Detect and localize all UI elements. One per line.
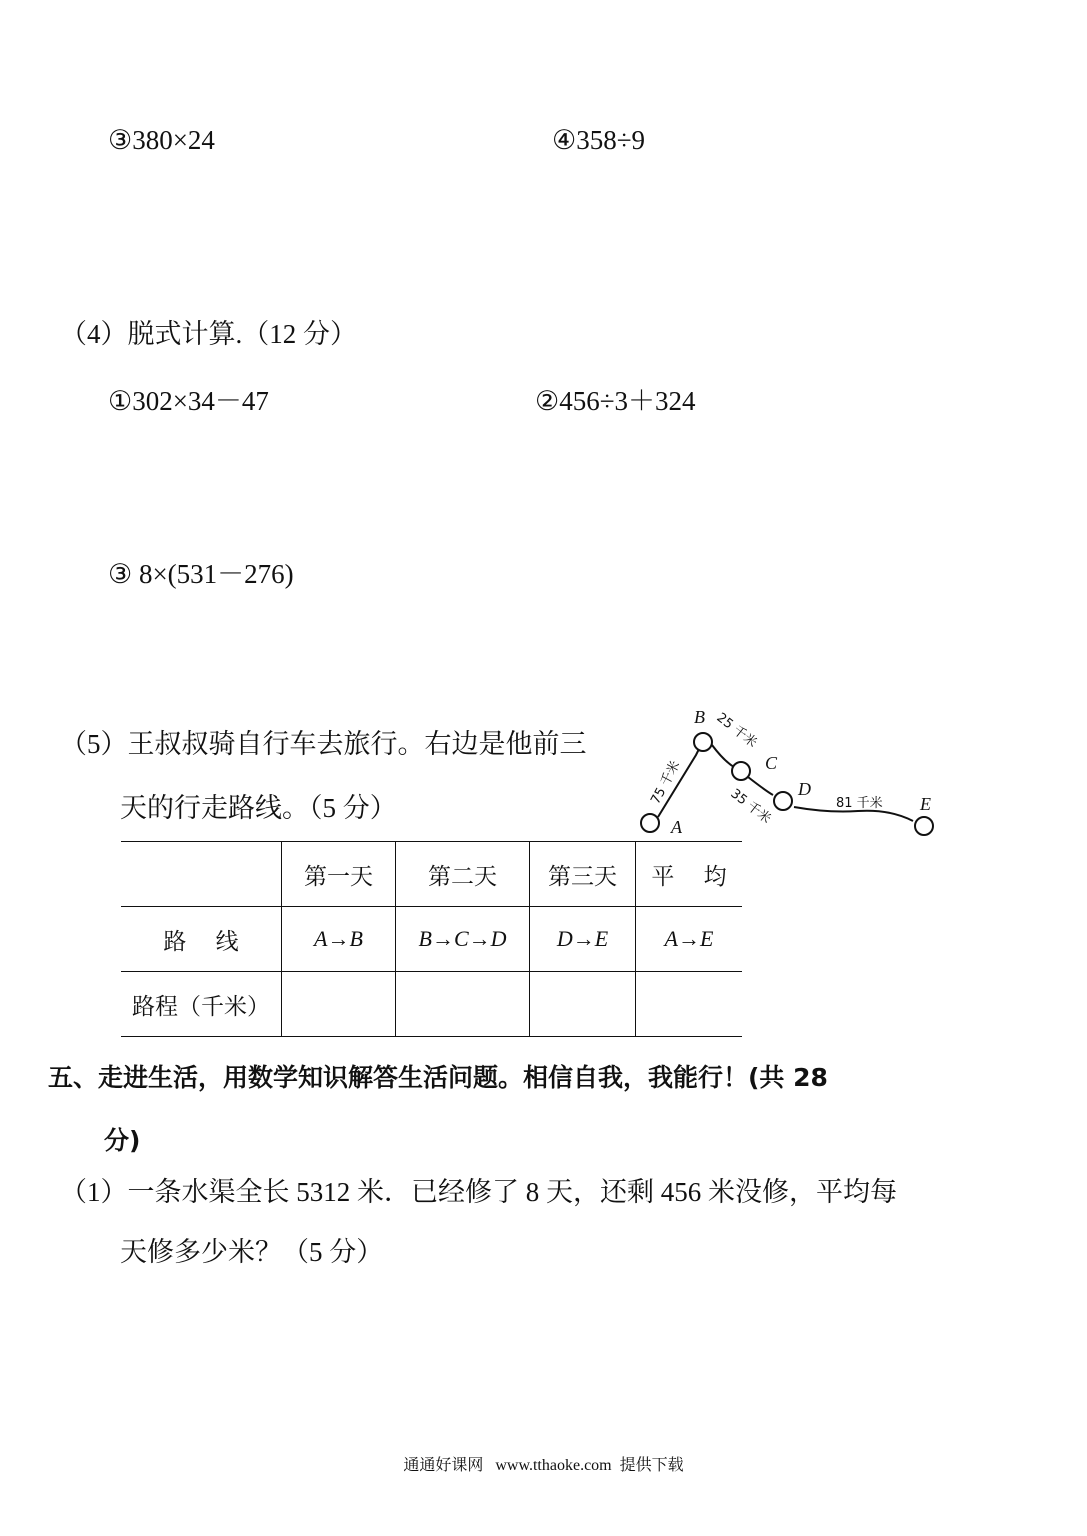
- section-4-title: （4）脱式计算.（12 分）: [60, 319, 357, 349]
- route-map-diagram: [628, 695, 948, 845]
- table-header-day-2: 第二天: [396, 842, 530, 907]
- route-average: A→E: [636, 907, 743, 972]
- route-segment-bc: [712, 745, 734, 767]
- table-row-distance: [121, 972, 742, 1037]
- row-label-distance: 路程（千米）: [121, 972, 282, 1037]
- distance-day-1-cell[interactable]: [282, 972, 396, 1037]
- table-header-average: 平 均: [636, 842, 743, 907]
- distance-bc-label: 25 千米: [713, 710, 760, 751]
- route-day-3: D→E: [530, 907, 636, 972]
- point-c-label: C: [765, 753, 778, 773]
- distance-day-2-cell[interactable]: [396, 972, 530, 1037]
- route-segment-cd: [748, 777, 773, 795]
- part-5-title-line-2: 分): [104, 1126, 141, 1155]
- part-5-title-line-1: 五、走进生活，用数学知识解答生活问题。相信自我，我能行！(共 28: [48, 1063, 828, 1092]
- table-header-day-1: 第一天: [282, 842, 396, 907]
- route-day-1: A→B: [282, 907, 396, 972]
- table-header-day-3: 第三天: [530, 842, 636, 907]
- point-a-label: A: [671, 817, 682, 837]
- section-5-line-2: 天的行走路线。（5 分）: [120, 793, 397, 823]
- distance-day-3-cell[interactable]: [530, 972, 636, 1037]
- problem-3-item-4: ④358÷9: [552, 125, 646, 155]
- problem-4-item-1: ①302×34－47: [108, 386, 269, 416]
- point-a-node: [641, 814, 659, 832]
- distance-ab-label: 75 千米: [648, 758, 684, 807]
- route-distance-table: [121, 841, 742, 1037]
- point-e-label: E: [920, 794, 931, 814]
- table-header-corner: [121, 842, 282, 907]
- point-e-node: [915, 817, 933, 835]
- point-c-node: [732, 762, 750, 780]
- part-5-question-1-line-2: 天修多少米？（5 分）: [120, 1237, 384, 1267]
- table-header-row: [121, 842, 742, 907]
- point-d-label: D: [798, 779, 811, 799]
- table-row-route: [121, 907, 742, 972]
- section-5-line-1: （5）王叔叔骑自行车去旅行。右边是他前三: [60, 729, 587, 759]
- problem-4-item-2: ②456÷3＋324: [535, 386, 696, 416]
- distance-average-cell[interactable]: [636, 972, 743, 1037]
- point-b-label: B: [694, 707, 705, 727]
- part-5-question-1-line-1: （1）一条水渠全长 5312 米．已经修了 8 天，还剩 456 米没修，平均每: [60, 1177, 897, 1207]
- distance-cd-label: 35 千米: [727, 786, 774, 827]
- row-label-route: 路 线: [121, 907, 282, 972]
- page-footer: 通通好课网 www.tthaoke.com 提供下载: [403, 1457, 684, 1474]
- distance-de-label: 81 千米: [836, 796, 883, 811]
- problem-4-item-3: ③ 8×(531－276): [108, 559, 294, 589]
- point-b-node: [694, 733, 712, 751]
- point-d-node: [774, 792, 792, 810]
- route-day-2: B→C→D: [396, 907, 530, 972]
- problem-3-item-3: ③380×24: [108, 125, 215, 155]
